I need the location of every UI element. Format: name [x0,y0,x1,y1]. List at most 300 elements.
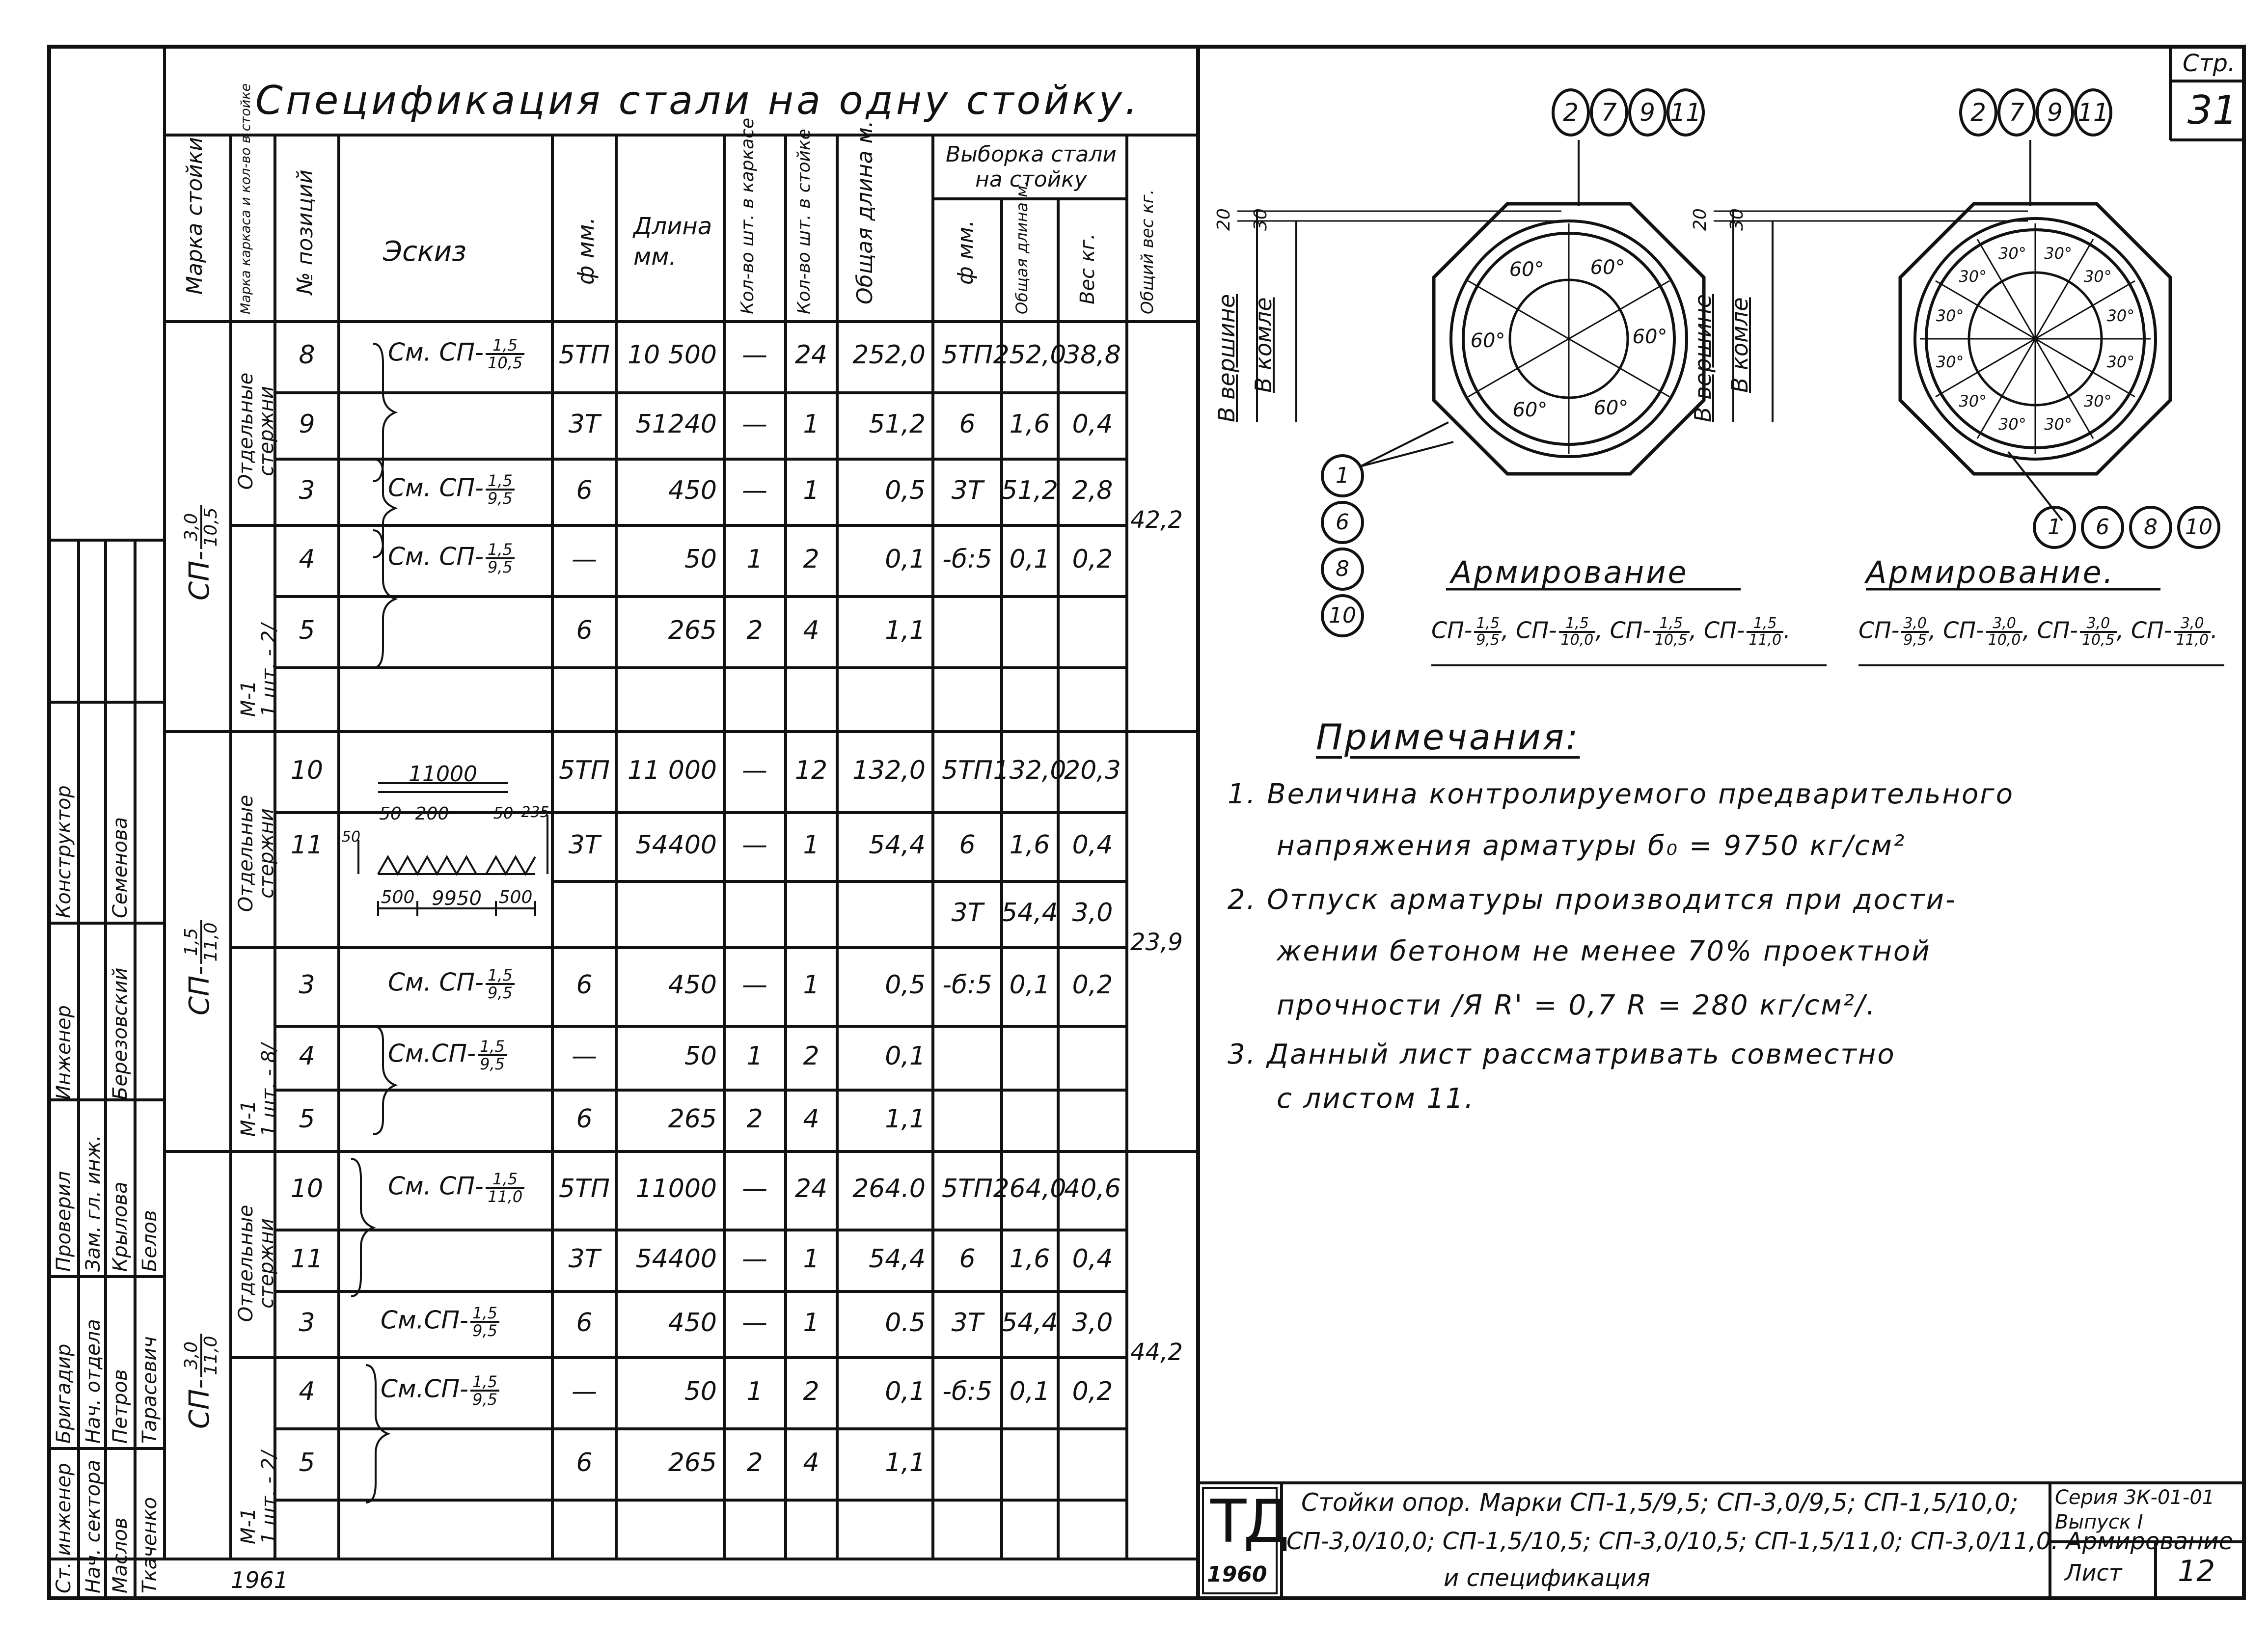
cell-tl: 51,2 [869,410,926,439]
bar-group-label-1: Отдельные стержни [235,372,278,490]
sketch-ref-fraction [478,1039,507,1072]
cell-qp: 2 [803,1041,820,1071]
section-label: В вершине [1213,294,1240,422]
cell-pos: 8 [299,340,315,370]
sketch-reference [388,967,515,1001]
sketch-reference [388,542,515,575]
section-dim: 30 [1251,208,1271,231]
header-qty-carcass: Кол-во шт. в каркасе [738,117,758,314]
header-sketch: Эскиз [383,236,466,268]
cell-sl: 54,4 [1001,1308,1058,1338]
year-left: 1961 [231,1567,289,1593]
header-sample-diameter: ф мм. [953,220,978,285]
position-bubble: 8 [2129,506,2172,549]
sketch-ref-num: 1,5 [486,967,515,985]
title-line-2: СП-3,0/10,0; СП-1,5/10,5; СП-3,0/10,5; СП-1,5/11,0; СП-3,0/11,0. Армирование [1286,1528,2234,1555]
sketch-ref-fraction [486,473,515,506]
cell-sl: 0,1 [1009,970,1050,1000]
reinforcement-marks: СП- $\frac{3,0}{9,5}$ , СП- $\frac{3,0}{10,0}$ , СП- $\frac{3,0}{10,5}$ , СП- $\frac{3,0}{11,0}$ . [1858,615,2218,649]
position-bubble: 9 [1628,88,1667,137]
mark-num: 3,0 [1901,616,1929,633]
cell-dia: 3Т [568,830,601,860]
sketch-ref-text: См.СП- [381,1306,469,1335]
carcass-label-3 [238,1451,279,1544]
cell-qc: — [742,830,767,860]
position-bubble: 6 [2081,506,2124,549]
cell-len: 54400 [635,830,717,860]
sketch-ref-num: 1,5 [486,473,515,491]
carcass-count: 1 шт. - 2/ [258,624,280,717]
mark-den: 11,0 [1749,631,1782,649]
notes-title: Примечания: [1316,716,1580,758]
cell-sd: 5ТП [942,340,993,370]
sketch-ref-text: См.СП- [381,1374,469,1403]
total-weight: 42,2 [1130,506,1183,534]
sketch-ref-fraction [486,542,515,575]
cell-len: 54400 [635,1244,717,1274]
cell-qp: 1 [803,476,820,505]
cell-pos: 5 [299,1448,315,1477]
angle-label: 30° [1998,244,2026,263]
angle-label: 30° [2106,352,2135,371]
mark-fraction [2080,616,2117,648]
cell-pos: 10 [290,1174,324,1203]
post-mark-num: 1,5 [183,920,202,963]
post-mark-den: 11,0 [201,922,221,962]
cell-pos: 3 [299,970,315,1000]
cell-qc: 1 [746,545,763,574]
bar-group-label-2: Отдельные стержни [235,794,278,912]
cell-sl: 1,6 [1009,1244,1050,1274]
sketch-ref-num: 1,5 [486,542,515,559]
cell-sw: 3,0 [1072,898,1113,928]
cell-sd: 5ТП [942,1174,993,1203]
cell-dia: 3Т [568,1244,601,1274]
cell-qc: — [742,340,767,370]
signature-role: Ст. инженер [53,1463,75,1593]
position-bubble: 9 [2036,88,2074,137]
mark-num: 3,0 [2080,616,2117,633]
carcass-label-1 [238,624,279,717]
cell-pos: 11 [290,830,324,860]
cell-tl: 0,5 [885,970,926,1000]
cell-sw: 0,4 [1072,1244,1113,1274]
cell-sw: 0,4 [1072,830,1113,860]
cell-sl: 51,2 [1001,476,1058,505]
section-label: В вершине [1690,294,1716,422]
mark-fraction [1901,616,1929,648]
cell-dia: — [572,1041,597,1071]
total-weight: 44,2 [1130,1339,1183,1366]
carcass-label-2 [238,1043,279,1137]
cell-len: 50 [684,1377,717,1406]
issue-label: Выпуск I [2055,1511,2143,1533]
position-bubble: 11 [2074,88,2112,137]
bar-sketch-dim: 50 [379,804,402,824]
signature-role: Проверил [53,1171,75,1272]
sketch-reference [388,1171,524,1204]
signature-name: Белов [138,1210,161,1272]
sketch-ref-num: 1,5 [478,1039,507,1056]
cell-dia: 5ТП [559,1174,610,1203]
carcass-name: М-1 [237,1100,260,1137]
header-sample-length: Общая длина м. [1012,180,1031,314]
sketch-ref-den: 11,0 [487,1187,523,1206]
cell-qc: 2 [746,1448,763,1477]
bar-sketch-dim: 500 [381,887,415,907]
cell-pos: 3 [299,1308,315,1338]
mark-fraction [1986,616,2023,648]
angle-label: 30° [2044,414,2072,434]
cell-qp: 2 [803,1377,820,1406]
cell-qc: 1 [746,1041,763,1071]
section-dim: 20 [1690,208,1710,231]
note-line: жении бетоном не менее 70% проектной [1277,935,1931,967]
cell-sd: 3Т [951,1308,984,1338]
cell-sw: 0,2 [1072,545,1113,574]
cell-len: 50 [684,545,717,574]
cell-sl: 54,4 [1001,898,1058,928]
cell-sl: 1,6 [1009,410,1050,439]
cell-qp: 4 [803,1448,820,1477]
cell-dia: — [572,1377,597,1406]
sketch-reference [381,1305,499,1339]
signature-role: Бригадир [53,1343,75,1444]
mark-prefix: СП- [1858,617,1900,644]
signature-name: Семенова [109,817,132,918]
reinforcement-caption: Армирование [1451,554,1689,590]
cell-len: 11000 [635,1174,717,1203]
carcass-name: М-1 [237,680,260,717]
post-mark-den: 11,0 [201,1336,221,1375]
mark-den: 10,5 [1654,631,1688,649]
mark-prefix: СП- [1610,617,1651,644]
section-dim: 20 [1214,208,1234,231]
cell-sl: 252,0 [993,340,1066,370]
sketch-ref-text: См. СП- [388,473,484,502]
cell-pos: 5 [299,1104,315,1134]
post-mark-fraction [183,1334,220,1377]
signature-name: Березовский [109,967,132,1100]
total-weight: 23,9 [1130,929,1183,956]
mark-fraction [1474,616,1502,648]
cell-tl: 1,1 [885,1448,926,1477]
cell-sw: 20,3 [1064,756,1121,785]
cell-tl: 0,1 [885,1377,926,1406]
bar-sketch-dim: 500 [498,887,533,907]
sketch-ref-den: 9,5 [472,1390,497,1409]
angle-label: 30° [1959,392,1987,411]
post-mark-den: 10,5 [201,507,221,547]
signature-role: Зам. гл. инж. [82,1135,105,1272]
note-line: с листом 11. [1277,1083,1475,1115]
sketch-ref-num: 1,5 [486,1171,524,1189]
cell-dia: 3Т [568,410,601,439]
signature-name: Тарасевич [138,1336,161,1444]
post-mark-1 [183,505,220,601]
note-line: 1. Величина контролируемого предварительного [1228,778,2014,810]
cell-tl: 132,0 [852,756,926,785]
cell-sd: -б:5 [942,545,992,574]
angle-label: 30° [1936,352,1964,371]
post-mark-num: 3,0 [183,1334,202,1377]
angle-label: 60° [1632,326,1667,349]
sketch-ref-text: См. СП- [388,1172,484,1201]
angle-label: 30° [1959,267,1987,286]
angle-label: 30° [2044,244,2072,263]
cell-qc: 1 [746,1377,763,1406]
cell-len: 265 [668,616,717,645]
sketch-reference [381,1374,499,1407]
cell-sw: 0,2 [1072,970,1113,1000]
sheet-number: 12 [2178,1554,2215,1588]
position-bubble: 1 [1321,454,1364,497]
page-label: Стр. [2183,50,2236,77]
cell-qc: — [742,1308,767,1338]
mark-num: 1,5 [1474,616,1502,633]
cell-pos: 5 [299,616,315,645]
note-line: напряжения арматуры б₀ = 9750 кг/см² [1277,830,1906,862]
cell-qp: 1 [803,1244,820,1274]
sketch-ref-text: См. СП- [388,338,484,367]
post-mark-fraction [183,505,220,548]
cell-qp: 4 [803,1104,820,1134]
cell-dia: 5ТП [559,756,610,785]
angle-label: 60° [1509,258,1544,281]
bar-sketch-top-length: 11000 [409,762,477,787]
sketch-ref-den: 10,5 [487,354,523,372]
cell-qc: — [742,1174,767,1203]
cell-sd: -б:5 [942,1377,992,1406]
cell-len: 11 000 [628,756,717,785]
cell-dia: 6 [576,476,593,505]
cell-len: 450 [668,970,717,1000]
stamp-year: 1960 [1207,1562,1267,1587]
page-number: 31 [2187,87,2238,133]
cell-len: 450 [668,1308,717,1338]
cell-pos: 9 [299,410,315,439]
title-line-1: Стойки опор. Марки СП-1,5/9,5; СП-3,0/9,5; СП-1,5/10,0; [1301,1488,2019,1517]
cell-qc: — [742,476,767,505]
cell-len: 450 [668,476,717,505]
section-label: В комле [1726,297,1753,393]
carcass-count: 1 шт. - 2/ [258,1451,280,1544]
cell-tl: 54,4 [869,1244,926,1274]
cell-sw: 38,8 [1064,340,1121,370]
post-mark-prefix: СП- [184,550,216,601]
mark-num: 1,5 [1559,616,1596,633]
cell-len: 50 [684,1041,717,1071]
signature-role: Нач. отдела [82,1319,105,1444]
header-sample-weight: Вес кг. [1076,233,1099,304]
mark-num: 1,5 [1653,616,1690,633]
sketch-reference [388,1039,507,1072]
bar-sketch-dim: 50 [341,828,361,846]
bar-sketch-dim: 200 [415,804,449,824]
position-bubble: 7 [1590,88,1628,137]
mark-den: 10,0 [1560,631,1594,649]
cell-dia: 6 [576,1308,593,1338]
cell-sd: 6 [959,410,976,439]
note-line: 2. Отпуск арматуры производится при дости- [1228,884,1957,916]
cell-pos: 10 [290,756,324,785]
spec-title: Спецификация стали на одну стойку. [255,78,1141,123]
header-total-weight: Общий вес кг. [1138,189,1157,314]
cell-dia: 6 [576,1104,593,1134]
cell-sw: 0,4 [1072,410,1113,439]
header-qty-post: Кол-во шт. в стойке [794,129,814,314]
sketch-ref-num: 1,5 [470,1305,499,1323]
mark-prefix: СП- [1943,617,1984,644]
sketch-ref-fraction [486,337,524,371]
post-mark-prefix: СП- [184,1379,216,1429]
angle-label: 30° [1998,414,2026,434]
angle-label: 30° [2083,392,2112,411]
position-bubble: 10 [1321,594,1364,637]
cell-tl: 0,1 [885,545,926,574]
angle-label: 60° [1470,329,1505,352]
cell-qp: 24 [794,340,828,370]
mark-den: 9,5 [1476,631,1500,649]
signature-role: Конструктор [53,785,75,918]
signature-name: Петров [109,1369,132,1444]
cell-sl: 264,0 [993,1174,1066,1203]
carcass-count: 1 шт. - 8/ [258,1043,280,1137]
sketch-ref-den: 9,5 [480,1055,505,1073]
position-bubble: 2 [1552,88,1590,137]
mark-num: 1,5 [1747,616,1783,633]
cell-tl: 0,5 [885,476,926,505]
sketch-ref-text: См.СП- [388,1039,476,1068]
cell-qp: 1 [803,830,820,860]
sketch-ref-text: См. СП- [388,968,484,997]
cell-tl: 54,4 [869,830,926,860]
cell-pos: 3 [299,476,315,505]
mark-num: 3,0 [2174,616,2211,633]
angle-label: 60° [1590,256,1625,279]
mark-fraction [2174,616,2211,648]
cell-pos: 4 [299,1041,315,1071]
angle-label: 60° [1593,396,1629,419]
cell-qp: 1 [803,410,820,439]
mark-prefix: СП- [1516,617,1557,644]
reinforcement-caption: Армирование. [1866,554,2115,590]
position-bubble: 11 [1667,88,1705,137]
cell-sw: 3,0 [1072,1308,1113,1338]
cell-tl: 0.5 [885,1308,926,1338]
header-mark: Марка стойки [182,137,207,295]
post-mark-fraction [183,920,220,963]
section-label: В комле [1250,297,1277,393]
cell-len: 265 [668,1448,717,1477]
cell-qc: — [742,970,767,1000]
post-mark-3 [183,1334,220,1429]
angle-label: 30° [2083,267,2112,286]
cell-qp: 4 [803,616,820,645]
post-mark-2 [183,920,220,1015]
signature-role: Инженер [53,1005,75,1100]
reinforcement-marks: СП- $\frac{1,5}{9,5}$ , СП- $\frac{1,5}{10,0}$ , СП- $\frac{1,5}{10,5}$ , СП- $\frac{1,5}{11,0}$ . [1431,615,1791,649]
cell-sd: 5ТП [942,756,993,785]
cell-qp: 12 [794,756,828,785]
cell-qp: 2 [803,545,820,574]
cell-sd: 3Т [951,476,984,505]
cell-len: 51240 [635,410,717,439]
cell-tl: 1,1 [885,1104,926,1134]
bar-sketch-dim: 235 [521,804,549,821]
mark-prefix: СП- [1704,617,1745,644]
cell-dia: 6 [576,970,593,1000]
sketch-ref-den: 9,5 [487,489,513,508]
cell-sw: 40,6 [1064,1174,1121,1203]
cell-qc: 2 [746,616,763,645]
header-total-length: Общая длина м. [852,120,877,304]
cell-len: 265 [668,1104,717,1134]
sketch-ref-den: 9,5 [472,1321,497,1340]
mark-prefix: СП- [1431,617,1473,644]
cell-dia: 5ТП [559,340,610,370]
sketch-ref-fraction [470,1305,499,1339]
position-bubble: 1 [2033,506,2076,549]
header-carcass: Марка каркаса и кол-во в стойке [238,83,253,314]
cell-dia: 6 [576,1448,593,1477]
note-line: прочности /Я R' = 0,7 R = 280 кг/см²/. [1277,989,1877,1021]
sketch-reference [388,473,515,506]
header-length: Длина мм. [633,213,712,271]
sketch-ref-den: 9,5 [487,984,513,1002]
sketch-ref-num: 1,5 [486,337,524,355]
note-line: 3. Данный лист рассматривать совместно [1228,1039,1896,1070]
cell-qc: 2 [746,1104,763,1134]
mark-den: 11,0 [2176,631,2209,649]
sketch-ref-fraction [486,967,515,1001]
sheet-label: Лист [2065,1559,2122,1586]
angle-label: 60° [1512,398,1548,421]
cell-sl: 0,1 [1009,545,1050,574]
mark-fraction [1653,616,1690,648]
post-mark-num: 3,0 [183,505,202,548]
cell-sd: 6 [959,830,976,860]
bar-group-label-3: Отдельные стержни [235,1204,278,1322]
title-line-3: и спецификация [1444,1564,1651,1592]
cell-sd: 6 [959,1244,976,1274]
cell-sl: 1,6 [1009,830,1050,860]
cell-qc: — [742,756,767,785]
cell-pos: 11 [290,1244,324,1274]
signature-name: Ткаченко [138,1497,161,1593]
sketch-ref-fraction [486,1171,524,1204]
series-label: Серия 3К-01-01 [2055,1486,2215,1509]
cell-sd: 3Т [951,898,984,928]
mark-prefix: СП- [2037,617,2078,644]
sketch-reference [388,337,524,371]
signature-name: Маслов [109,1517,132,1593]
cell-tl: 264.0 [852,1174,926,1203]
cell-qp: 1 [803,970,820,1000]
mark-den: 10,5 [2081,631,2115,649]
stamp-logo: ТД [1210,1488,1287,1556]
post-mark-prefix: СП- [184,965,216,1015]
bar-sketch-dim: 50 [493,804,514,822]
header-position: № позиций [293,169,318,295]
cell-len: 10 500 [628,340,717,370]
position-bubble: 8 [1321,547,1364,591]
cell-sl: 132,0 [993,756,1066,785]
mark-den: 10,0 [1988,631,2021,649]
position-bubble: 6 [1321,501,1364,544]
cell-sw: 2,8 [1072,476,1113,505]
mark-fraction [1747,616,1783,648]
